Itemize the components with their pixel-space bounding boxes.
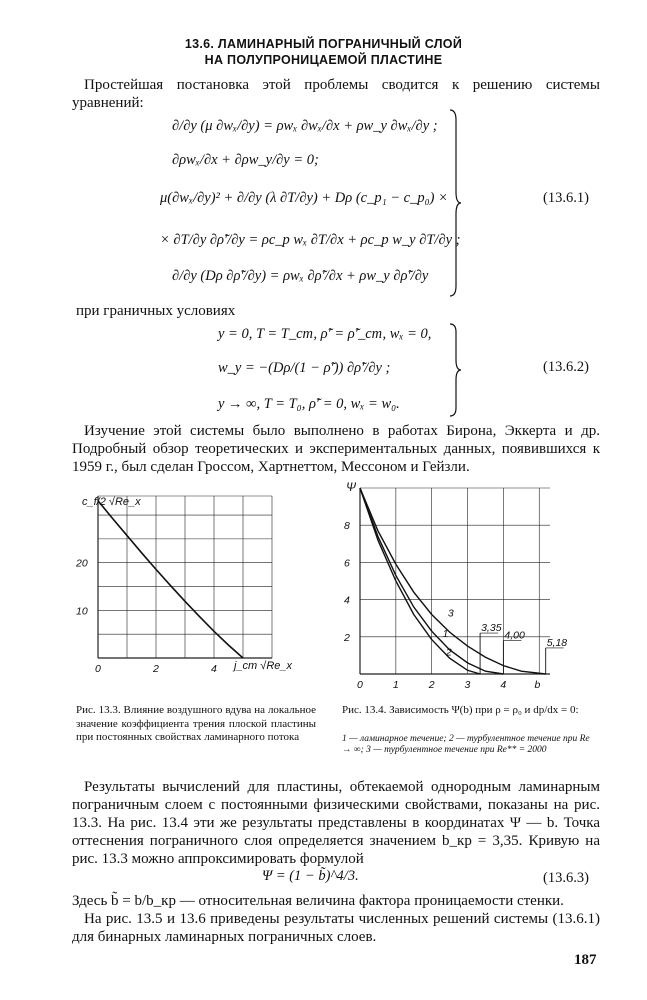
fig2-xtick: 3 — [464, 679, 471, 691]
eq2-line2: w_y = −(Dρ/(1 − ρ̃′)) ∂ρ̃′/∂y ; — [218, 360, 391, 376]
figure-13-3 — [72, 478, 332, 698]
fig1-caption: Рис. 13.3. Влияние воздушного вдува на локальное значение коэффициента трения плоской пластины при постоянных свойствах ламинарного потока — [76, 704, 316, 743]
fig1-ylabel: c_f/2 √Re_x — [82, 496, 141, 508]
eq1-brace — [448, 108, 462, 298]
eq1-number: (13.6.1) — [543, 190, 589, 206]
fig2-caption-main: Рис. 13.4. Зависимость Ψ(b) при ρ = ρ₀ и dp/dx = 0: — [342, 704, 579, 716]
fig2-ytick: 8 — [344, 520, 350, 533]
fig2-ytick: 4 — [344, 594, 350, 607]
fig2-caption-legend: 1 — ламинарное течение; 2 — турбулентное течение при Re → ∞; 3 — турбулентное течение при Re** = 2000 — [342, 734, 590, 755]
fig2-annotation: 5,18 — [546, 636, 568, 649]
fig2-ytick: 6 — [344, 557, 350, 570]
section-title-line2: НА ПОЛУПРОНИЦАЕМОЙ ПЛАСТИНЕ — [204, 53, 443, 67]
eq1-line4: × ∂T/∂y ∂ρ̃′/∂y = ρc_p wₓ ∂T/∂x + ρc_p w_y ∂T/∂y ; — [160, 232, 461, 248]
fig2-xtick: b — [534, 679, 541, 691]
paragraph-4: Здесь b̃ = b/b_кр — относительная величина фактора проницаемости стенки. — [72, 893, 564, 909]
eq2-brace — [448, 322, 462, 418]
fig2-ytick: 2 — [344, 631, 350, 644]
fig1-plot — [72, 478, 332, 698]
boundary-intro: при граничных условиях — [76, 303, 236, 319]
fig2-xtick: 0 — [357, 679, 363, 691]
eq3-formula: Ψ = (1 − b̃)^4/3. — [262, 868, 359, 884]
figure-13-4 — [340, 478, 600, 698]
paragraph-2: Изучение этой системы было выполнено в работах Бирона, Эккерта и др. Подробный обзор теоретических и экспериментальных данных, появившихся к 1959 г., был сделан Гроссом, Хартнеттом, Мессоном и Гейзли. — [72, 423, 600, 475]
fig2-xtick: 2 — [428, 679, 435, 691]
fig2-curve-label: 2 — [446, 646, 452, 659]
fig2-curve-label: 3 — [447, 607, 454, 620]
eq3-number: (13.6.3) — [543, 870, 589, 886]
eq1-line5: ∂/∂y (Dρ ∂ρ̃′/∂y) = ρwₓ ∂ρ̃′/∂x + ρw_y ∂ρ̃′/∂y — [172, 268, 429, 284]
fig2-xtick: 1 — [392, 679, 399, 691]
fig2-ylabel: Ψ — [346, 480, 356, 494]
eq2-line3: y → ∞, T = T₀, ρ̃′ = 0, wₓ = w₀. — [218, 396, 400, 412]
intro-paragraph: Простейшая постановка этой проблемы сводится к решению системы уравнений: — [72, 77, 600, 111]
fig2-annotation: 3,35 — [481, 622, 502, 635]
fig2-annotation: 4,00 — [504, 629, 525, 642]
fig1-xtick: 4 — [211, 663, 217, 675]
fig1-xtick: 0 — [95, 663, 101, 675]
eq1-line3: μ(∂wₓ/∂y)² + ∂/∂y (λ ∂T/∂y) + Dρ (c_p₁ − c_p₀) × — [160, 190, 448, 206]
paragraph-3: Результаты вычислений для пластины, обтекаемой однородным ламинарным пограничным слоем с постоянными физическими свойствами, показаны на рис. 13.3. На рис. 13.4 эти же результаты представлены в координатах Ψ — b. Точка оттеснения пограничного слоя определяется значением b_кр = 3,35. Кривую на рис. 13.3 можно аппроксимировать формулой — [72, 779, 600, 867]
fig1-xlabel: j_ст √Re_x — [234, 660, 292, 672]
page-number: 187 — [574, 952, 597, 968]
eq1-line2: ∂ρwₓ/∂x + ∂ρw_y/∂y = 0; — [172, 152, 319, 168]
fig1-ytick: 20 — [76, 557, 88, 570]
paragraph-5: На рис. 13.5 и 13.6 приведены результаты численных решений системы (13.6.1) для бинарных ламинарных пограничных слоев. — [72, 911, 600, 945]
eq2-number: (13.6.2) — [543, 359, 589, 375]
eq2-line1: y = 0, T = T_ст, ρ̃′ = ρ̃′_ст, wₓ = 0, — [218, 326, 432, 342]
section-title-line1: 13.6. ЛАМИНАРНЫЙ ПОГРАНИЧНЫЙ СЛОЙ — [184, 37, 463, 51]
fig2-xtick: 4 — [500, 679, 507, 691]
fig2-curve-1 — [360, 488, 480, 674]
fig2-curve-label: 1 — [442, 627, 449, 640]
fig1-ytick: 10 — [76, 605, 88, 618]
fig1-xtick: 2 — [153, 663, 159, 675]
eq1-line1: ∂/∂y (μ ∂wₓ/∂y) = ρwₓ ∂wₓ/∂x + ρw_y ∂wₓ/∂y ; — [172, 118, 438, 134]
fig2-plot — [340, 478, 600, 698]
fig2-curve-3 — [360, 488, 546, 674]
